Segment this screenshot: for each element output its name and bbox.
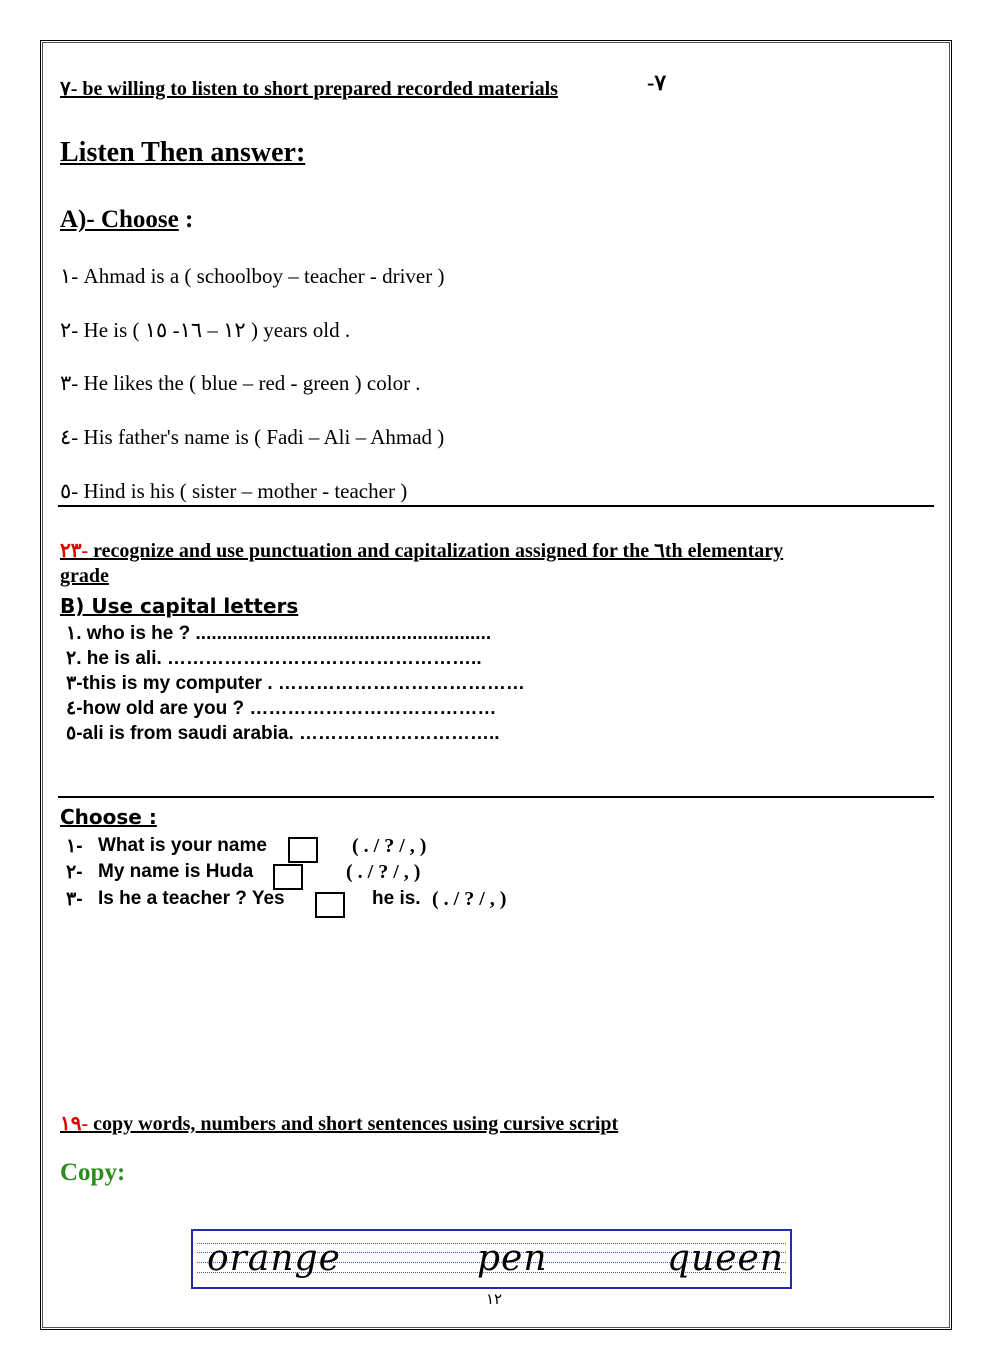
punctuation-item-3-text: Is he a teacher ? Yes (98, 888, 285, 909)
punctuation-item-1-number: ١- (66, 836, 83, 857)
listen-title: Listen Then answer: (60, 137, 306, 168)
objective-7-text: ٧- be willing to listen to short prepared recorded materials (60, 78, 558, 100)
divider-1 (58, 505, 934, 507)
section-a-heading (60, 206, 193, 234)
punctuation-item-3-options: ( . / ? / , ) (432, 888, 507, 910)
section-a-label: A)- Choose (60, 206, 179, 233)
punctuation-item-1-options: ( . / ? / , ) (352, 835, 427, 857)
copy-frame (191, 1229, 792, 1289)
capitals-item-5: ٥-ali is from saudi arabia. ………………………….. (66, 723, 500, 744)
cursive-word-pen: pen (477, 1238, 548, 1279)
objective-23-line2: grade (60, 565, 109, 587)
copy-title: Copy: (60, 1159, 126, 1186)
punctuation-title: Choose : (60, 805, 157, 829)
listen-question-2: ٢- He is ( ١٢ – ١٦- ١٥ ) years old . (60, 318, 351, 342)
cursive-word-queen: queen (667, 1238, 785, 1279)
punctuation-item-3-number: ٣- (66, 889, 83, 910)
capitals-title: B) Use capital letters (60, 594, 299, 618)
capitals-item-1: ١. who is he ? ........................................................ (66, 623, 492, 644)
objective-23-text: recognize and use punctuation and capitalization assigned for the ٦th elementary (93, 540, 784, 562)
capitals-item-3: ٣-this is my computer . ………………………………… (66, 673, 525, 694)
capitals-item-2: ٢. he is ali. ………………………………………….. (66, 648, 482, 669)
punctuation-item-2-number: ٢- (66, 862, 83, 883)
answer-box-1[interactable] (288, 837, 318, 863)
section-a-colon: : (185, 206, 194, 233)
divider-2 (58, 796, 934, 798)
answer-box-3[interactable] (315, 892, 345, 918)
listen-question-1: ١- Ahmad is a ( schoolboy – teacher - driver ) (60, 264, 445, 288)
listen-question-5: ٥- Hind is his ( sister – mother - teacher ) (60, 479, 408, 503)
listen-question-3: ٣- He likes the ( blue – red - green ) color . (60, 371, 421, 395)
punctuation-item-1-text: What is your name (98, 835, 267, 856)
capitals-item-4: ٤-how old are you ? ………………………………… (66, 698, 497, 719)
objective-7-suffix: -٧ (647, 70, 667, 95)
objective-19-text: copy words, numbers and short sentences using cursive script (93, 1113, 619, 1135)
objective-19-line (60, 1111, 618, 1136)
objective-19-number: ١٩- (60, 1113, 89, 1135)
page-number: ١٢ (486, 1292, 503, 1308)
punctuation-item-2-text: My name is Huda (98, 861, 254, 882)
punctuation-item-3-text-after: he is. (372, 888, 421, 909)
answer-box-2[interactable] (273, 864, 303, 890)
objective-23-line1 (60, 538, 783, 563)
objective-23-number: ٢٣- (60, 540, 89, 562)
listen-question-4: ٤- His father's name is ( Fadi – Ali – Ahmad ) (60, 425, 445, 449)
cursive-word-orange: orange (207, 1238, 341, 1279)
punctuation-item-2-options: ( . / ? / , ) (346, 861, 421, 883)
